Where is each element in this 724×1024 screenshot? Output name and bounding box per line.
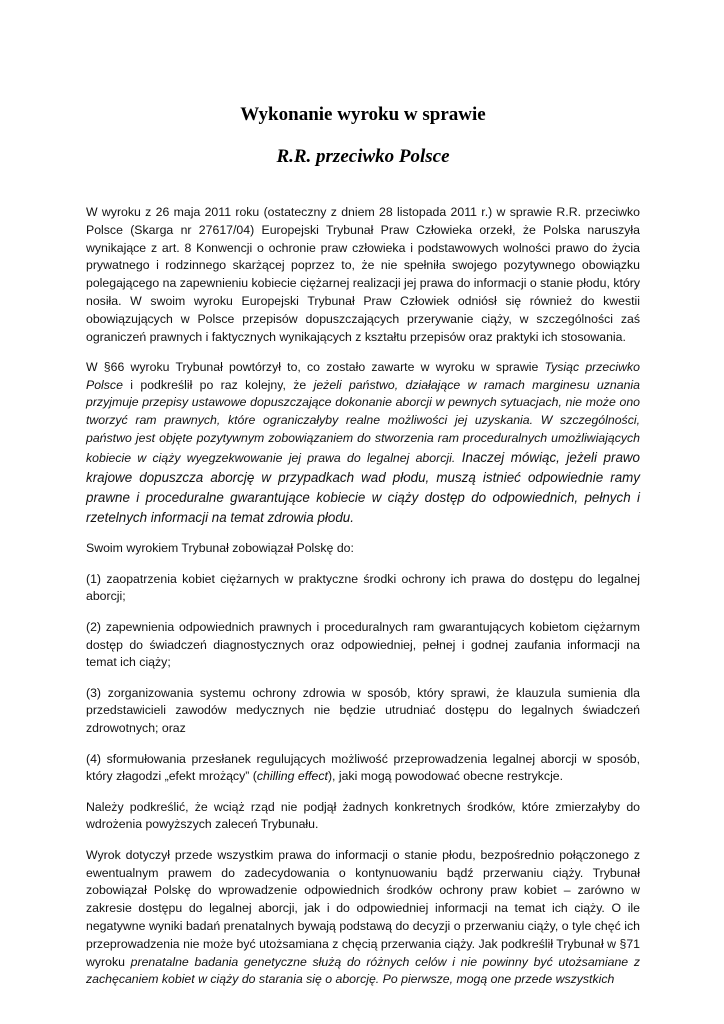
paragraph-intro: W wyroku z 26 maja 2011 roku (ostateczny z dniem 28 listopada 2011 r.) w sprawie R.R. przeciwko Polsce (Skarga nr 27617/04) Europejski Trybunał Praw Człowieka orzekł, że Polska naruszyła wynikające z art. 8 Konwencji o ochronie praw człowieka i podstawowych wolności prawo do życia prywatnego i rodzinnego skarżącej poprzez to, że nie spełniła swojego pozytywnego obowiązku polegającego na zapewnieniu kobiecie ciężarnej realizacji jej prawa do informacji o stanie płodu, który nosiła. W swoim wyroku Europejski Trybunał Praw Człowiek odniósł się również do kwestii obowiązujących w Polsce przepisów dopuszczających przerywanie ciąży, w szczególności zaś ograniczeń prawnych i faktycznych wynikających z kształtu przepisów oraz praktyki ich stosowania. [86,205,640,344]
list-item: (1) zaopatrzenia kobiet ciężarnych w praktyczne środki ochrony ich prawa do dostępu do legalnej aborcji; [86,571,640,604]
paragraph-text: W §66 wyroku Trybunał powtórzył to, co zostało zawarte w wyroku w sprawie [86,359,545,374]
paragraph-obligations-intro: Swoim wyrokiem Trybunał zobowiązał Polskę do: [86,541,354,556]
court-quote-emphasis: Inaczej mówiąc, jeżeli prawo krajowe dopuszcza aborcję w przypadkach wad płodu, muszą istnieć odpowiednie ramy prawne i proceduralne gwarantujące kobiecie w ciąży dostęp do odpowiednich, pełnych i rzetelnych informacji na temat zdrowia płodu. [86,449,641,525]
list-item: (3) zorganizowania systemu ochrony zdrowia w sposób, który sprawi, że klauzula sumienia dla przedstawicieli zawodów medycznych nie będzie utrudniać dostępu do legalnych świadczeń zdrowotnych; oraz [86,685,640,736]
paragraph-text: ), jaki mogą powodować obecne restrykcje. [327,769,564,784]
paragraph-section-66 [86,359,640,528]
document-title: Wykonanie wyroku w sprawie [240,104,486,125]
document-subtitle: R.R. przeciwko Polsce [276,146,450,167]
court-quote: jeżeli państwo, działające w ramach marginesu uznania przyjmuje przepisy ustawowe dopuszczające dokonanie aborcji w pewnych sytuacjach, nie może ono tworzyć ram prawnych, które ograniczałyby realne możliwości jej uzyskania. W szczególności, państwo jest objęte pozytywnym zobowiązaniem do stworzenia ram proceduralnych umożliwiających kobiecie w ciąży wyegzekwowanie jej prawa do legalnej aborcji. [86,377,640,465]
paragraph-text: Wyrok dotyczył przede wszystkim prawa do informacji o stanie płodu, bezpośrednio połączonego z ewentualnym prawem do zadecydowania o kontynuowaniu bądź przerwaniu ciąży. Trybunał zobowiązał Polskę do wprowadzenie odpowiednich środków ochrony praw kobiet – zarówno w zakresie dostępu do legalnej aborcji, jak i do odpowiedniej informacji na temat ich ciąży. O ile negatywne wyniki badań prenatalnych bywają podstawą do decyzji o przerwaniu ciąży, o tyle chęć ich przeprowadzenia nie może być utożsamiana z chęcią przerwania ciąży. Jak podkreślił Trybunał w §71 wyroku [86,847,640,969]
paragraph-government: Należy podkreślić, że wciąż rząd nie podjął żadnych konkretnych środków, które zmierzałyby do wdrożenia powyższych zaleceń Trybunału. [86,799,640,832]
court-quote: prenatalne badania genetyczne służą do różnych celów i nie powinny być utożsamiane z zachęcaniem kobiet w ciąży do starania się o aborcję. Po pierwsze, mogą one przede wszystkich [86,954,640,987]
case-name: Tysiąc przeciwko Polsce [86,359,640,392]
list-item: (2) zapewnienia odpowiednich prawnych i proceduralnych ram gwarantujących kobietom ciężarnym dostęp do świadczeń diagnostycznych oraz odpowiedniej, pełnej i godnej zaufania informacji na temat ich ciąży; [86,619,640,670]
paragraph-text: i podkreślił po raz kolejny, że [122,377,314,392]
paragraph-judgment-scope [86,847,640,989]
document-body [86,204,640,1002]
term-english: chilling effect [256,769,328,784]
paragraph-text: (4) sformułowania przesłanek regulujących możliwość przeprowadzenia legalnej aborcji w sposób, który złagodzi „efekt mrożący” ( [86,751,640,784]
list-item [86,751,640,787]
